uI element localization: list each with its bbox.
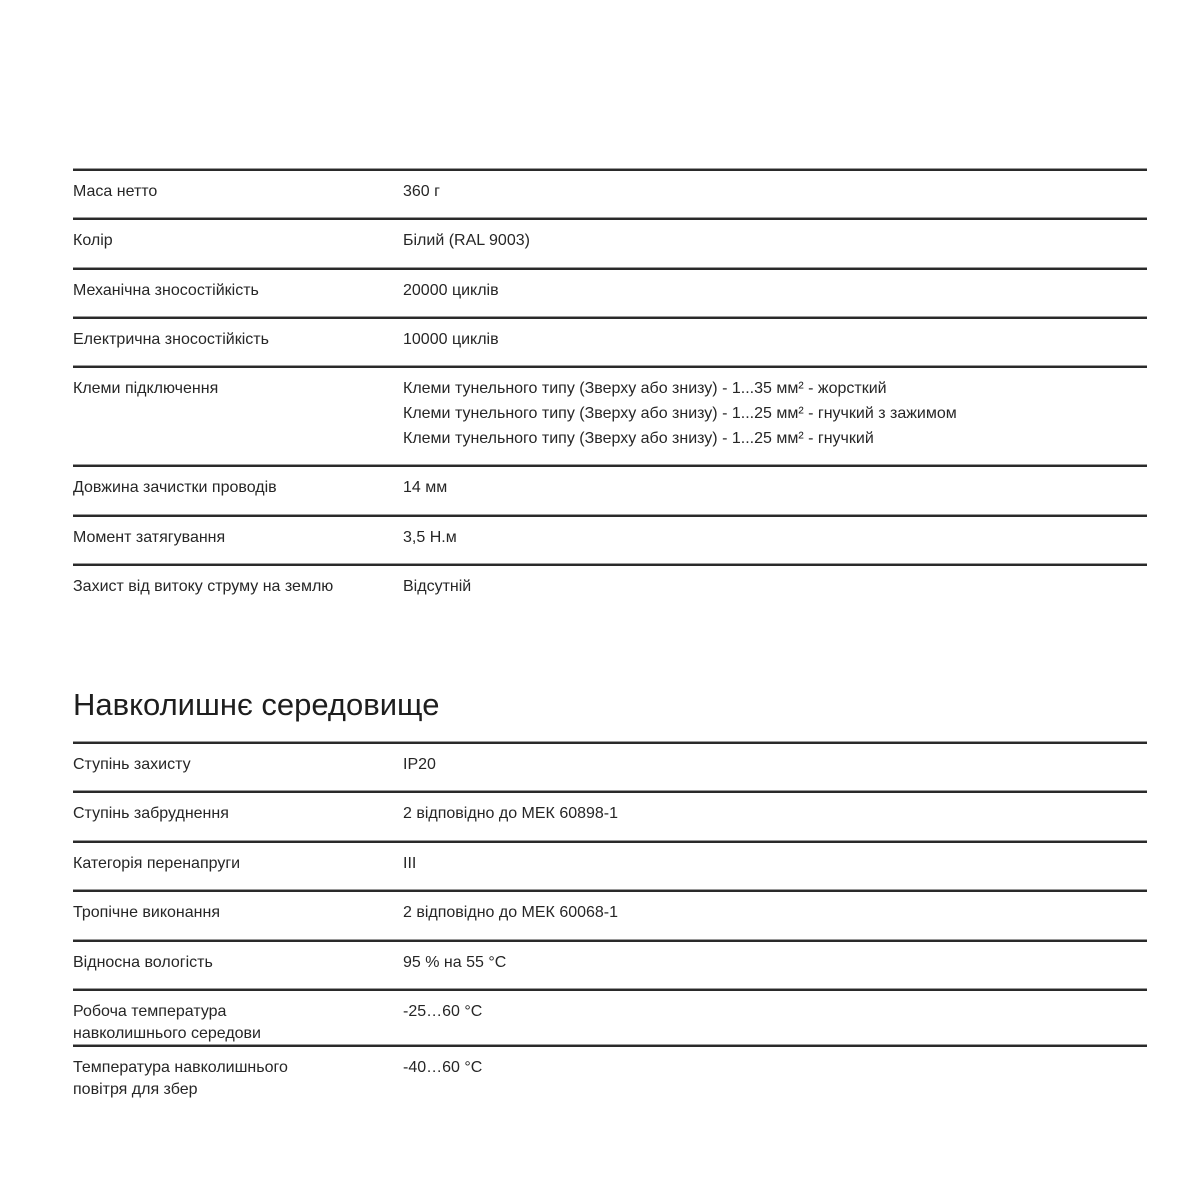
- section-heading-environment: Навколишнє середовище: [73, 687, 440, 722]
- spec-label: Колір: [73, 232, 113, 249]
- spec-label-multiline: [73, 1001, 403, 1045]
- spec-row-connection-terminals: [73, 366, 1147, 465]
- spec-row-tightening-torque: [73, 515, 1147, 564]
- spec-row-mechanical-durability: [73, 268, 1147, 317]
- spec-value: Відсутній: [403, 578, 472, 595]
- spec-value: 2 відповідно до МЕК 60898-1: [403, 805, 619, 822]
- spec-value: Білий (RAL 9003): [403, 232, 530, 249]
- spec-label: Тропічне виконання: [73, 904, 220, 921]
- spec-sheet-page: [73, 169, 1147, 1101]
- spec-value: 3,5 Н.м: [403, 529, 457, 546]
- spec-label-line: навколишнього середови: [73, 1025, 261, 1042]
- spec-label-multiline: [73, 1057, 403, 1101]
- spec-value: 14 мм: [403, 479, 448, 496]
- spec-label: Відносна вологість: [73, 954, 213, 971]
- spec-row-net-weight: [73, 169, 1147, 218]
- spec-label: Клеми підключення: [73, 380, 219, 397]
- spec-label: Довжина зачистки проводів: [73, 479, 277, 496]
- spec-value: 360 г: [403, 183, 440, 200]
- spec-label: Електрична зносостійкість: [73, 331, 269, 348]
- spec-value-line: Клеми тунельного типу (Зверху або знизу) - 1...35 мм² - жорсткий: [403, 380, 887, 397]
- environment-specs-table: [73, 742, 1147, 1101]
- spec-value-line: Клеми тунельного типу (Зверху або знизу) - 1...25 мм² - гнучкий з зажимом: [403, 405, 957, 422]
- spec-label: Ступінь захисту: [73, 756, 191, 773]
- spec-label: Захист від витоку струму на землю: [73, 578, 334, 595]
- spec-row-operating-temperature: [73, 989, 1147, 1045]
- spec-label: Категорія перенапруги: [73, 855, 241, 872]
- spec-row-color: [73, 218, 1147, 268]
- spec-label-line: Робоча температура: [73, 1003, 227, 1020]
- spec-label-line: Температура навколишнього: [73, 1059, 288, 1076]
- spec-row-overvoltage-category: [73, 841, 1147, 890]
- spec-value: 20000 циклів: [403, 282, 499, 299]
- spec-label: Механічна зносостійкість: [73, 282, 259, 299]
- spec-label: Ступінь забруднення: [73, 805, 229, 822]
- spec-label: Момент затягування: [73, 529, 226, 546]
- spec-value: -25…60 °C: [403, 1003, 483, 1020]
- spec-value: 10000 циклів: [403, 331, 499, 348]
- section-spacer: [73, 613, 1147, 675]
- spec-row-protection-degree: [73, 742, 1147, 791]
- spec-row-tropicalisation: [73, 890, 1147, 940]
- general-specs-table: [73, 169, 1147, 613]
- spec-value-multiline: [403, 376, 1147, 465]
- spec-value: IP20: [403, 756, 436, 773]
- spec-value: III: [403, 855, 417, 872]
- spec-row-earth-leakage-protection: [73, 564, 1147, 613]
- spec-value: 95 % на 55 °C: [403, 954, 507, 971]
- spec-value: 2 відповідно до МЕК 60068-1: [403, 904, 619, 921]
- spec-label: Маса нетто: [73, 183, 158, 200]
- spec-row-storage-temperature: [73, 1045, 1147, 1101]
- spec-row-strip-length: [73, 465, 1147, 515]
- spec-value: -40…60 °C: [403, 1059, 483, 1076]
- spec-row-electrical-durability: [73, 317, 1147, 366]
- spec-row-relative-humidity: [73, 940, 1147, 989]
- spec-row-pollution-degree: [73, 791, 1147, 841]
- spec-value-line: Клеми тунельного типу (Зверху або знизу) - 1...25 мм² - гнучкий: [403, 430, 874, 447]
- spec-label-line: повітря для збер: [73, 1081, 198, 1098]
